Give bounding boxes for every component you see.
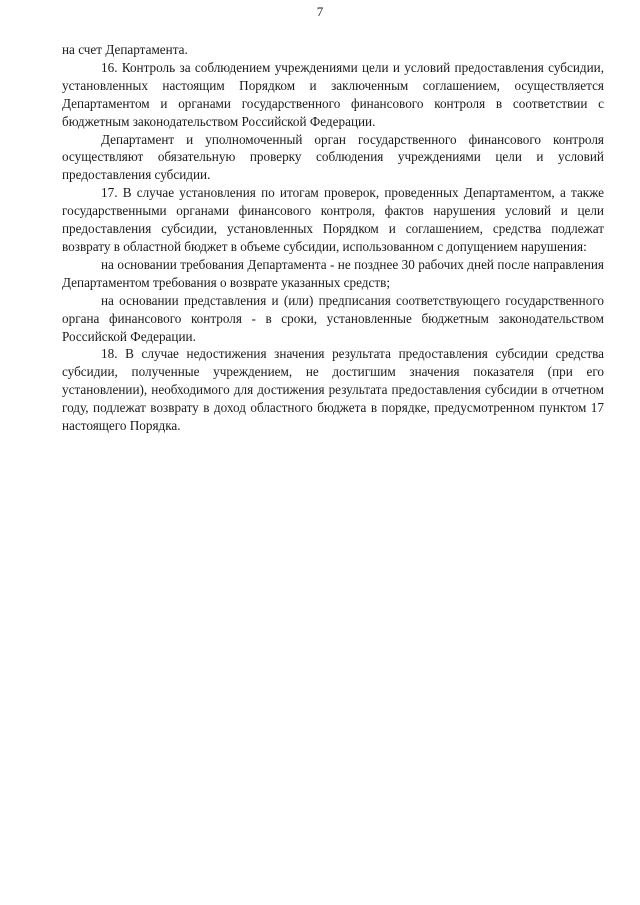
paragraph-18-result-shortfall: 18. В случае недостижения значения результата предоставления субсидии средства субсидии, полученные учреждением, не достигшим значения показателя (при его установлении), необходимого для достижения результата предоставления субсидии в отчетном году, подлежат возврату в доход областного бюджета в порядке, предусмотренном пунктом 17 настоящего Порядка.: [62, 346, 604, 434]
paragraph-16-control: 16. Контроль за соблюдением учреждениями цели и условий предоставления субсидии, установленных настоящим Порядком и заключенным соглашением, осуществляется Департаментом и органами государственного финансового контроля в соответствии с бюджетным законодательством Российской Федерации.: [62, 59, 604, 129]
paragraph-inspection: Департамент и уполномоченный орган государственного финансового контроля осуществляют обязательную проверку соблюдения учреждениями цели и условий предоставления субсидии.: [62, 131, 604, 183]
paragraph-department-demand: на основании требования Департамента - не позднее 30 рабочих дней после направления Департаментом требования о возврате указанных средств;: [62, 256, 604, 290]
page-number: 7: [316, 4, 324, 19]
document-body: [62, 41, 604, 435]
paragraph-control-body-order: на основании представления и (или) предписания соответствующего государственного органа финансового контроля - в сроки, установленные бюджетным законодательством Российской Федерации.: [62, 292, 604, 344]
paragraph-17-refund-cases: 17. В случае установления по итогам проверок, проведенных Департаментом, а также государственными органами финансового контроля, фактов нарушения условий и цели предоставления субсидии, установленных Порядком и соглашением, средства подлежат возврату в областной бюджет в объеме субсидии, использованном с допущением нарушения:: [62, 185, 604, 254]
paragraph-continuation: на счет Департамента.: [62, 42, 188, 57]
